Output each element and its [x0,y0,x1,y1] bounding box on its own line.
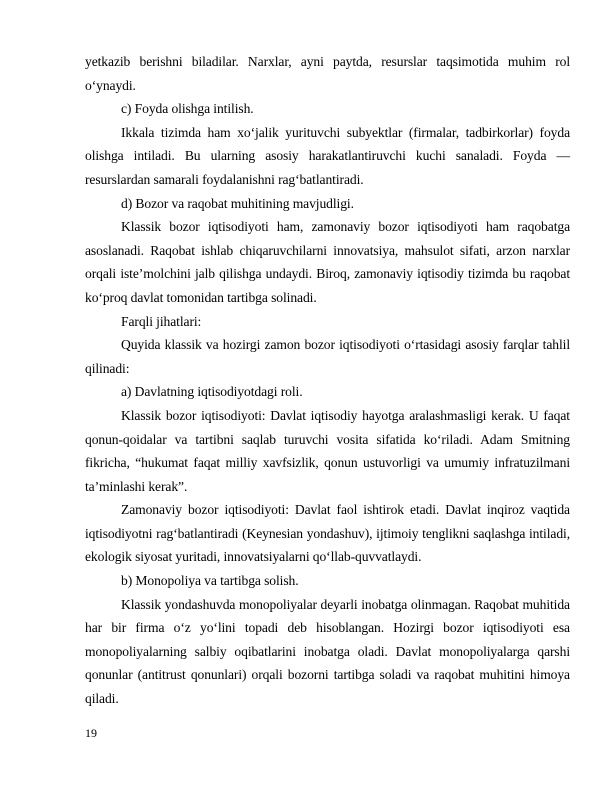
page-number: 19 [85,726,97,740]
paragraph-modern-state: Zamonaviy bozor iqtisodiyoti: Davlat faol ishtirok etadi. Davlat inqiroz vaqtida iqtisodiyotni rag‘batlantiradi (Keynesian yondashuv), ijtimoiy tenglikni saqlashga intiladi, ekologik siyosat yuritadi, innovatsiyalarni qo‘llab-quvvatlaydi. [85,502,570,565]
paragraph-monopoly: Klassik yondashuvda monopoliyalar deyarli inobatga olinmagan. Raqobat muhitida har bir firma o‘z yo‘lini topadi deb hisoblangan. Hozirgi bozor iqtisodiyoti esa monopoliyalarning salbiy oqibatlarini inobatga oladi. Davlat monopoliyalarga qarshi qonunlar (antitrust qonunlari) orqali bozorni tartibga soladi va raqobat muhitini himoya qiladi. [85,596,570,707]
page-body [85,50,570,711]
paragraph-differences-intro: Quyida klassik va hozirgi zamon bozor iqtisodiyoti o‘rtasidagi asosiy farqlar tahlil qilinadi: [85,337,570,376]
paragraph-classic-state: Klassik bozor iqtisodiyoti: Davlat iqtisodiy hayotga aralashmasligi kerak. U faqat qonun-qoidalar va tartibni saqlab turuvchi vosita sifatida ko‘riladi. Adam Smitning fikricha, “hukumat faqat milliy xavfsizlik, qonun ustuvorligi va umumiy infratuzilmani ta’minlashi kerak”. [85,407,570,494]
subheading-differences: Farqli jihatlari: [121,313,202,329]
subheading-profit-seeking: c) Foyda olishga intilish. [121,101,254,117]
subheading-monopoly: b) Monopoliya va tartibga solish. [121,573,299,589]
subheading-market-competition: d) Bozor va raqobat muhitining mavjudligi. [121,195,354,211]
paragraph-profit: Ikkala tizimda ham xo‘jalik yurituvchi subyektlar (firmalar, tadbirkorlar) foyda olishga intiladi. Bu ularning asosiy harakatlantiruvchi kuchi sanaladi. Foyda — resurslardan samarali foydalanishni rag‘batlantiradi. [85,124,570,187]
subheading-state-role: a) Davlatning iqtisodiyotdagi roli. [121,384,303,400]
paragraph-continuation: yetkazib berishni biladilar. Narxlar, ayni paytda, resurslar taqsimotida muhim rol o‘ynaydi. [85,54,570,93]
paragraph-competition: Klassik bozor iqtisodiyoti ham, zamonaviy bozor iqtisodiyoti ham raqobatga asoslanadi. Raqobat ishlab chiqaruvchilarni innovatsiya, mahsulot sifati, arzon narxlar orqali iste’molchini jalb qilishga undaydi. Biroq, zamonaviy iqtisodiy tizimda bu raqobat ko‘proq davlat tomonidan tartibga solinadi. [85,219,570,305]
